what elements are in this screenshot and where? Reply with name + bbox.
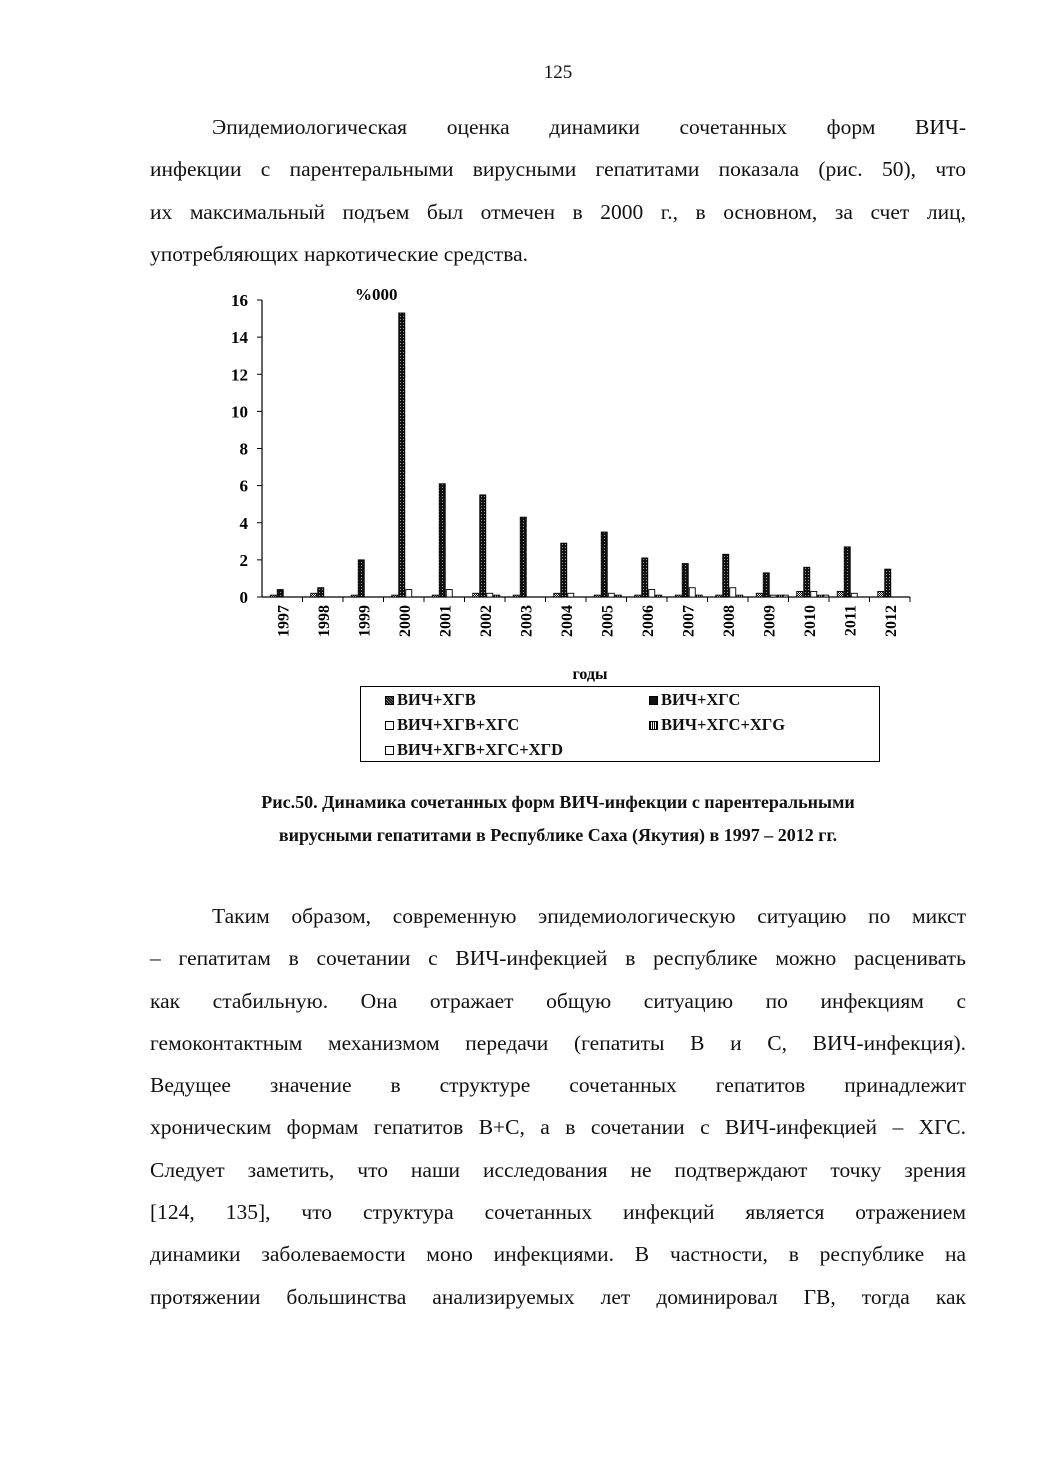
y-tick-label: 16 xyxy=(231,291,248,310)
x-tick-label: 1999 xyxy=(356,605,374,637)
x-tick-label: 2002 xyxy=(477,605,495,637)
bar xyxy=(318,588,324,597)
bar xyxy=(561,543,567,597)
bar xyxy=(608,593,614,597)
figure-caption xyxy=(150,786,966,852)
x-tick-label: 2006 xyxy=(639,605,657,637)
bar xyxy=(878,591,884,597)
legend-label: ВИЧ+ХГС xyxy=(661,690,741,709)
bar xyxy=(351,595,357,597)
bar xyxy=(756,593,762,597)
text-line: Следует заметить, что наши исследования не подтверждают точку зрения xyxy=(150,1157,966,1182)
bar xyxy=(689,588,695,597)
bar xyxy=(439,484,445,597)
legend-label: ВИЧ+ХГВ+ХГС xyxy=(397,715,520,734)
bar xyxy=(763,573,769,597)
bar xyxy=(399,313,405,597)
legend-label: ВИЧ+ХГВ+ХГС+ХГD xyxy=(397,740,564,759)
bar xyxy=(682,564,688,597)
x-tick-label: 2005 xyxy=(599,605,617,637)
x-tick-label: 2010 xyxy=(801,605,819,637)
x-tick-label: 2011 xyxy=(842,605,860,637)
bar xyxy=(513,595,519,597)
bar xyxy=(851,593,857,597)
text-line: употребляющих наркотические средства. xyxy=(150,241,528,266)
text-line: [124, 135], что структура сочетанных инфекций является отражением xyxy=(150,1200,966,1225)
bar xyxy=(804,567,810,597)
text-line: гемоконтактным механизмом передачи (гепатиты В и С, ВИЧ-инфекция). xyxy=(150,1030,966,1055)
bar xyxy=(730,588,736,597)
bar xyxy=(270,595,276,597)
y-tick-label: 14 xyxy=(231,328,248,348)
x-tick-label: 2012 xyxy=(882,605,900,637)
y-tick-label: 4 xyxy=(239,513,248,533)
bar xyxy=(777,595,783,597)
y-tick-label: 12 xyxy=(231,365,248,385)
caption-line: Рис.50. Динамика сочетанных форм ВИЧ-инфекции с парентеральными xyxy=(261,792,855,812)
legend-item xyxy=(385,740,563,760)
bar xyxy=(824,595,829,597)
text-line: хроническим формам гепатитов В+С, а в сочетании с ВИЧ-инфекцией – ХГС. xyxy=(150,1115,966,1140)
text-line: Эпидемиологическая оценка динамики сочетанных форм ВИЧ- xyxy=(212,115,966,139)
bar xyxy=(716,595,722,597)
legend-swatch xyxy=(385,696,394,705)
text-line: Ведущее значение в структуре сочетанных гепатитов принадлежит xyxy=(150,1073,966,1098)
x-tick-label: 1997 xyxy=(275,605,293,637)
bar xyxy=(568,593,574,597)
legend-item xyxy=(385,715,519,735)
y-tick-label: 10 xyxy=(231,402,248,422)
bar xyxy=(811,591,817,597)
bar xyxy=(494,595,500,597)
bar xyxy=(601,532,607,597)
legend-swatch xyxy=(385,746,394,755)
bar xyxy=(675,595,681,597)
text-line: динамики заболеваемости моно инфекциями. В частности, в республике на xyxy=(150,1242,966,1267)
bar xyxy=(737,595,743,597)
bar xyxy=(520,517,526,597)
paragraph-conclusion xyxy=(150,895,966,1318)
unit-label: %000 xyxy=(355,285,398,304)
x-tick-label: 2009 xyxy=(761,605,779,637)
legend-item xyxy=(649,690,740,710)
bar xyxy=(635,595,641,597)
bar xyxy=(770,595,776,597)
bar xyxy=(615,595,621,597)
text-line: Таким образом, современную эпидемиологическую ситуацию по микст xyxy=(212,904,966,928)
bar xyxy=(844,547,850,597)
y-tick-label: 8 xyxy=(239,439,248,459)
x-tick-label: 2003 xyxy=(518,605,536,637)
bar xyxy=(446,590,452,597)
page-number: 125 xyxy=(543,62,573,83)
legend-item xyxy=(649,715,785,735)
bar xyxy=(656,595,662,597)
bar xyxy=(818,595,824,597)
x-tick-label: 2004 xyxy=(558,605,576,637)
chart-legend xyxy=(360,686,880,762)
bar xyxy=(480,495,486,597)
bar xyxy=(432,595,438,597)
bar xyxy=(642,558,648,597)
bar xyxy=(783,595,788,597)
legend-swatch xyxy=(649,721,658,730)
y-tick-label: 2 xyxy=(239,550,248,570)
x-axis-label: годы xyxy=(572,666,608,683)
bar xyxy=(885,569,891,597)
bar xyxy=(473,593,479,597)
x-tick-label: 2000 xyxy=(396,605,414,637)
bar xyxy=(696,595,702,597)
bar xyxy=(392,595,398,597)
legend-swatch xyxy=(385,721,394,730)
bar xyxy=(797,591,803,597)
text-line: инфекции с парентеральными вирусными гепатитами показала (рис. 50), что xyxy=(150,157,966,182)
text-line: – гепатитам в сочетании с ВИЧ-инфекцией в республике можно расценивать xyxy=(150,946,966,971)
legend-label: ВИЧ+ХГВ xyxy=(397,690,476,709)
x-tick-label: 2001 xyxy=(437,605,455,637)
x-tick-label: 2008 xyxy=(720,605,738,637)
text-line: протяжении большинства анализируемых лет доминировал ГВ, тогда как xyxy=(150,1284,966,1309)
legend-label: ВИЧ+ХГС+ХГG xyxy=(661,715,786,734)
bar xyxy=(594,595,600,597)
text-line: их максимальный подъем был отмечен в 2000 г., в основном, за счет лиц, xyxy=(150,199,966,224)
bar xyxy=(554,593,560,597)
x-tick-label: 1998 xyxy=(315,605,333,637)
caption-line: вирусными гепатитами в Республике Саха (Якутия) в 1997 – 2012 гг. xyxy=(278,825,838,845)
text-line: как стабильную. Она отражает общую ситуацию по инфекциям с xyxy=(150,988,966,1013)
bar-chart xyxy=(0,0,1040,700)
bar xyxy=(311,593,317,597)
legend-swatch xyxy=(649,696,658,705)
bar xyxy=(277,590,283,597)
bar xyxy=(487,593,493,597)
bar xyxy=(649,590,655,597)
bar xyxy=(837,591,843,597)
bar xyxy=(358,560,364,597)
bar xyxy=(406,590,412,597)
bar xyxy=(723,554,729,597)
legend-item xyxy=(385,690,476,710)
x-tick-label: 2007 xyxy=(680,605,698,637)
y-tick-label: 6 xyxy=(239,476,248,496)
y-tick-label: 0 xyxy=(239,588,248,607)
